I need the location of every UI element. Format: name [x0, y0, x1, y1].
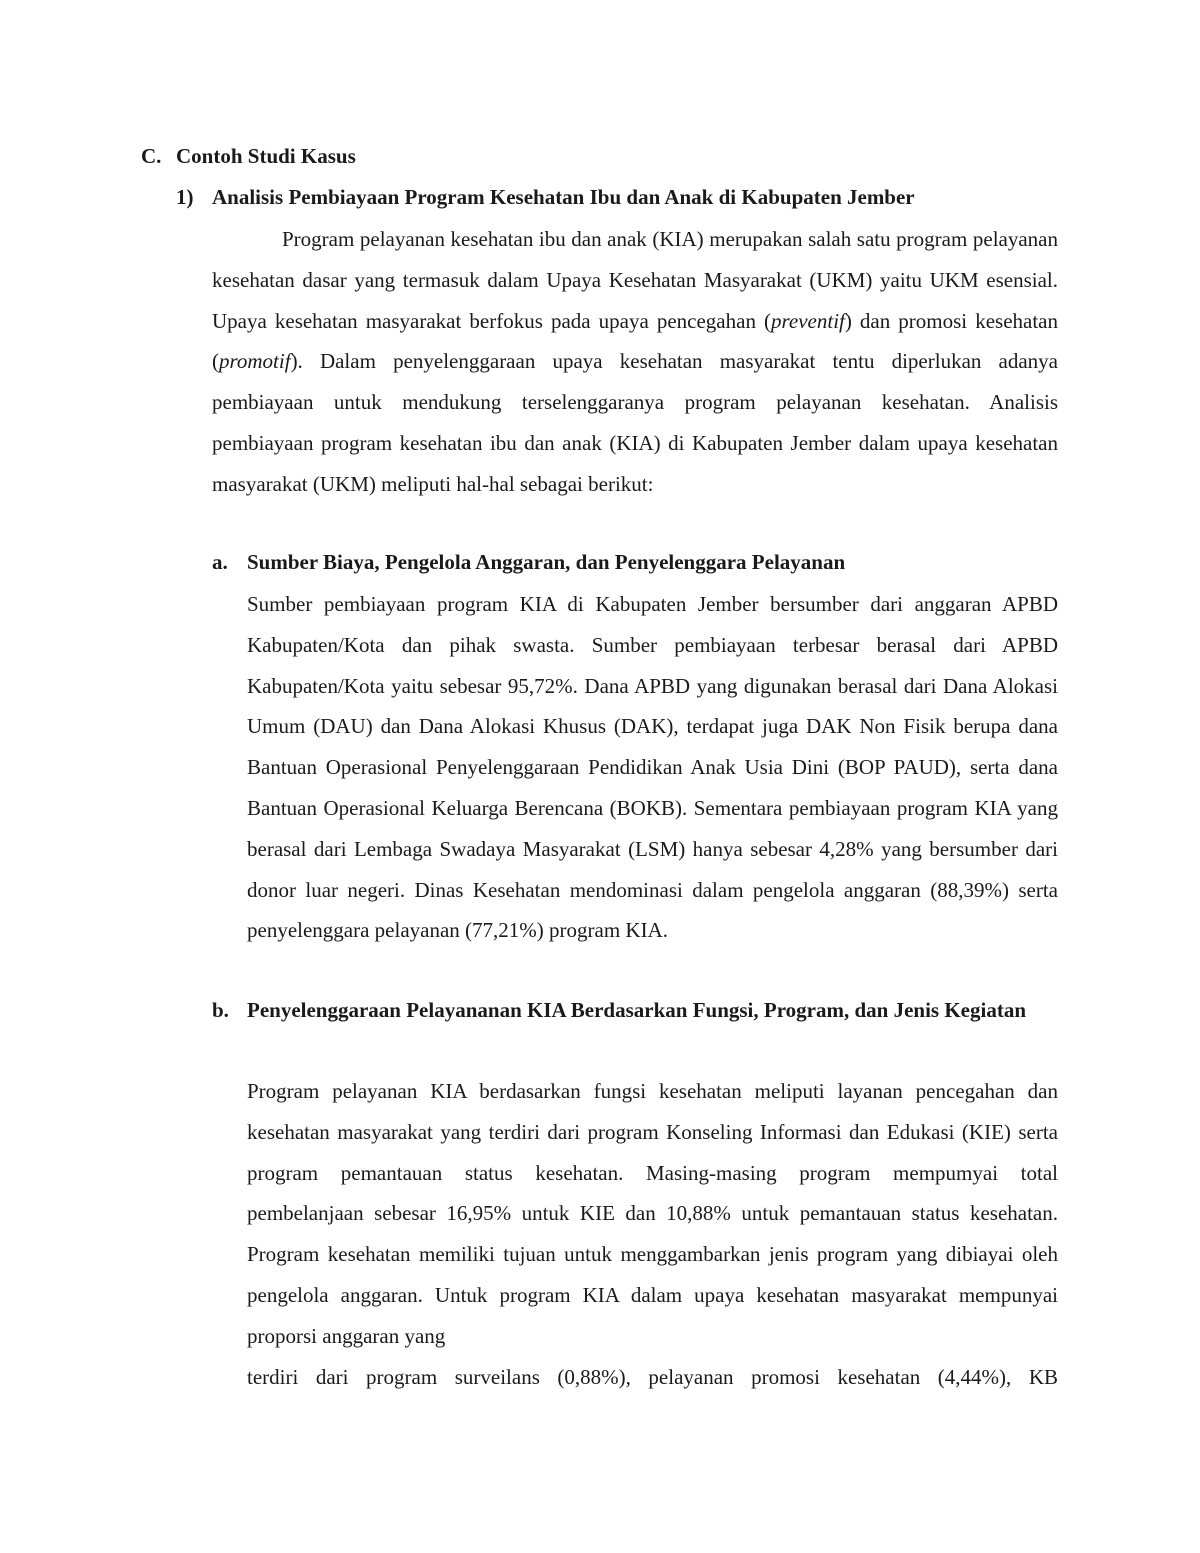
intro-paragraph: Program pelayanan kesehatan ibu dan anak (KIA) merupakan salah satu program pelayanan kesehatan dasar yang termasuk dalam Upaya Kesehatan Masyarakat (UKM) yaitu UKM esensial. Upaya kesehatan masyarakat berfokus pada upaya pencegahan (preventif) dan promosi kesehatan (promotif). Dalam penyelenggaraan upaya kesehatan masyarakat tentu diperlukan adanya pembiayaan untuk mendukung terselenggaranya program pelayanan kesehatan. Analisis pembiayaan program kesehatan ibu dan anak (KIA) di Kabupaten Jember dalam upaya kesehatan masyarakat (UKM) meliputi hal-hal sebagai berikut:: [212, 227, 1058, 496]
point-a-paragraph: Sumber pembiayaan program KIA di Kabupaten Jember bersumber dari anggaran APBD Kabupaten/Kota dan pihak swasta. Sumber pembiayaan terbesar berasal dari APBD Kabupaten/Kota yaitu sebesar 95,72%. Dana APBD yang digunakan berasal dari Dana Alokasi Umum (DAU) dan Dana Alokasi Khusus (DAK), terdapat juga DAK Non Fisik berupa dana Bantuan Operasional Penyelenggaraan Pendidikan Anak Usia Dini (BOP PAUD), serta dana Bantuan Operasional Keluarga Berencana (BOKB). Sementara pembiayaan program KIA yang berasal dari Lembaga Swadaya Masyarakat (LSM) hanya sebesar 4,28% yang bersumber dari donor luar negeri. Dinas Kesehatan mendominasi dalam pengelola anggaran (88,39%) serta penyelenggara pelayanan (77,21%) program KIA.: [247, 592, 1058, 943]
point-b-last-line: terdiri dari program surveilans (0,88%), pelayanan promosi kesehatan (4,44%), KB: [247, 1364, 1058, 1389]
point-a-marker: a.: [212, 550, 228, 574]
point-b-title: Penyelenggaraan Pelayananan KIA Berdasarkan Fungsi, Program, dan Jenis Kegiatan: [247, 998, 1026, 1022]
subsection-marker: 1): [176, 185, 194, 209]
italic-term-promotif: promotif: [219, 349, 291, 374]
subsection-title: Analisis Pembiayaan Program Kesehatan Ibu dan Anak di Kabupaten Jember: [212, 185, 915, 209]
section-heading: [141, 140, 356, 172]
subsection-heading: [176, 181, 915, 213]
section-marker: C.: [141, 144, 162, 168]
point-b-paragraph: Program pelayanan KIA berdasarkan fungsi kesehatan meliputi layanan pencegahan dan kesehatan masyarakat yang terdiri dari program Konseling Informasi dan Edukasi (KIE) serta program pemantauan status kesehatan. Masing-masing program mempumyai total pembelanjaan sebesar 16,95% untuk KIE dan 10,88% untuk pemantauan status kesehatan. Program kesehatan memiliki tujuan untuk menggambarkan jenis program yang dibiayai oleh pengelola anggaran. Untuk program KIA dalam upaya kesehatan masyarakat mempunyai proporsi anggaran yang terdiri dari program surveilans (0,88%), pelayanan promosi kesehatan (4,44%), KB: [247, 1071, 1058, 1397]
point-a-title: Sumber Biaya, Pengelola Anggaran, dan Penyelenggara Pelayanan: [247, 550, 846, 574]
italic-term-preventif: preventif: [771, 308, 845, 333]
point-b-marker: b.: [212, 998, 229, 1022]
point-a-heading: [212, 546, 845, 578]
section-title: Contoh Studi Kasus: [176, 144, 356, 168]
